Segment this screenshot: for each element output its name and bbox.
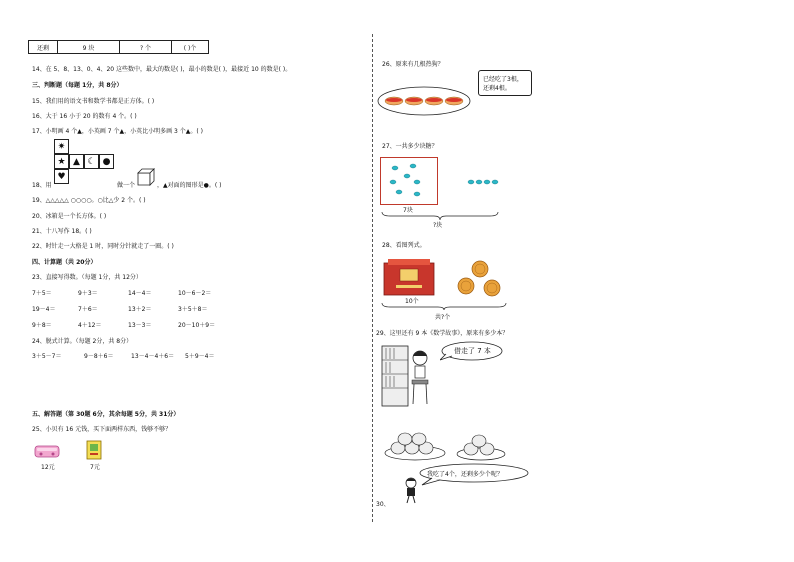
candy-row-image (466, 176, 500, 188)
question-27: 27、一共多少块糖？ (382, 143, 438, 150)
question-19: 19、△△△△△ ○○○○。○比△少 2 个。( ) (32, 197, 146, 204)
calc-item: 9＋3＝ (78, 290, 98, 297)
total-label: ?块 (433, 222, 443, 229)
bubble-text: 我吃了4个，还剩多少个呢？ (427, 471, 503, 478)
total-brace (380, 301, 508, 311)
answer-table (28, 40, 209, 54)
calc-item: 9＋8＝ (32, 322, 52, 329)
cube-icon (136, 167, 156, 187)
section-5-title: 五、解答题（第 30题 6分，其余每题 5分，共 31分） (32, 411, 180, 418)
girl-bookshelf-image (380, 342, 440, 410)
table-cell: ( )个 (172, 41, 209, 54)
box-label: 10个 (405, 298, 419, 305)
mooncakes-image (454, 258, 504, 300)
column-divider (372, 34, 373, 522)
buns-plate-image (456, 432, 506, 462)
net-face-triangle: ▲ (69, 154, 84, 169)
question-23: 23、直接写得数。（每题 1分，共 12分） (32, 274, 142, 281)
question-20: 20、冰箱是一个长方体。( ) (32, 213, 107, 220)
calc-item: 14－4＝ (128, 290, 152, 297)
table-cell: 9 块 (58, 41, 120, 54)
calc-item: 4＋12＝ (78, 322, 102, 329)
boy-image (400, 476, 422, 504)
speech-bubble (478, 70, 532, 96)
question-21: 21、十八写作 18。( ) (32, 228, 92, 235)
price-label: 12元 (41, 464, 55, 471)
calc-item: 10－6－2＝ (178, 290, 212, 297)
question-17: 17、小明画 4 个▲，小英画 7 个▲，小英比小明多画 3 个▲。( ) (32, 128, 203, 135)
bubble-text: 已经吃了3根， (483, 76, 523, 83)
net-face-heart: ♥ (54, 169, 69, 184)
net-face-circle: ● (99, 154, 114, 169)
calc-item: 7＋6＝ (78, 306, 98, 313)
net-face-sun: ✷ (54, 139, 69, 154)
question-15: 15、我们用的语文书和数学书都是正方体。( ) (32, 98, 155, 105)
candy-box (380, 157, 438, 205)
pencil-case-image (33, 442, 61, 460)
buns-plate-image (384, 428, 446, 462)
bubble-text: 还剩4根。 (483, 85, 511, 92)
question-18-tail: ，▲对面的图形是●。( ) (157, 182, 222, 189)
total-label: 共?个 (435, 314, 451, 321)
question-18-label: 18、用 (32, 182, 52, 189)
calc-item: 3＋5＋8＝ (178, 306, 208, 313)
mooncake-box-image (382, 257, 436, 297)
calc-item: 13＋2＝ (128, 306, 152, 313)
question-22: 22、时针走一大格是 1 时，同时分针就走了一圈。( ) (32, 243, 174, 250)
calc-item: 13－4－4＋6＝ (131, 353, 175, 360)
question-25: 25、小贝有 16 元钱，买下面两样东西，钱够不够？ (32, 426, 172, 433)
calc-item: 19－4＝ (32, 306, 56, 313)
book-image (86, 440, 102, 460)
bubble-text: 借走了 7 本 (454, 347, 491, 355)
calc-item: 7＋5＝ (32, 290, 52, 297)
net-face-star: ★ (54, 154, 69, 169)
table-cell: ? 个 (120, 41, 172, 54)
calc-item: 9－8＋6＝ (84, 353, 114, 360)
section-4-title: 四、计算题（共 20分） (32, 259, 97, 266)
calc-item: 20－10＋9＝ (178, 322, 216, 329)
question-14: 14、在 5、8、13、0、4、20 这些数中，最大的数是( )，最小的数是( )，最接近 10 的数是( )。 (32, 66, 292, 73)
calc-item: 13－3＝ (128, 322, 152, 329)
hotdog-plate-image (376, 84, 472, 118)
calc-item: 3＋5－7＝ (32, 353, 62, 360)
price-label: 7元 (90, 464, 100, 471)
question-29: 29、这里还有 9 本《数学故事》，原来有多少本？ (376, 330, 509, 337)
box-label: 7块 (403, 207, 413, 214)
table-cell: 还剩 (29, 41, 58, 54)
candy-group-image (381, 158, 437, 204)
question-18-text: 做一个 (117, 182, 136, 189)
section-3-title: 三、判断题（每题 1分，共 8分） (32, 82, 123, 89)
question-26: 26、原来有几根热狗？ (382, 61, 444, 68)
question-16: 16、大于 16 小于 20 的数有 4 个。( ) (32, 113, 137, 120)
question-30: 30、 (376, 501, 390, 508)
calc-item: 5＋9－4＝ (185, 353, 215, 360)
net-face-moon: ☾ (84, 154, 99, 169)
question-24: 24、脱式计算。（每题 2分，共 8分） (32, 338, 133, 345)
question-28: 28、看图列式。 (382, 242, 426, 249)
